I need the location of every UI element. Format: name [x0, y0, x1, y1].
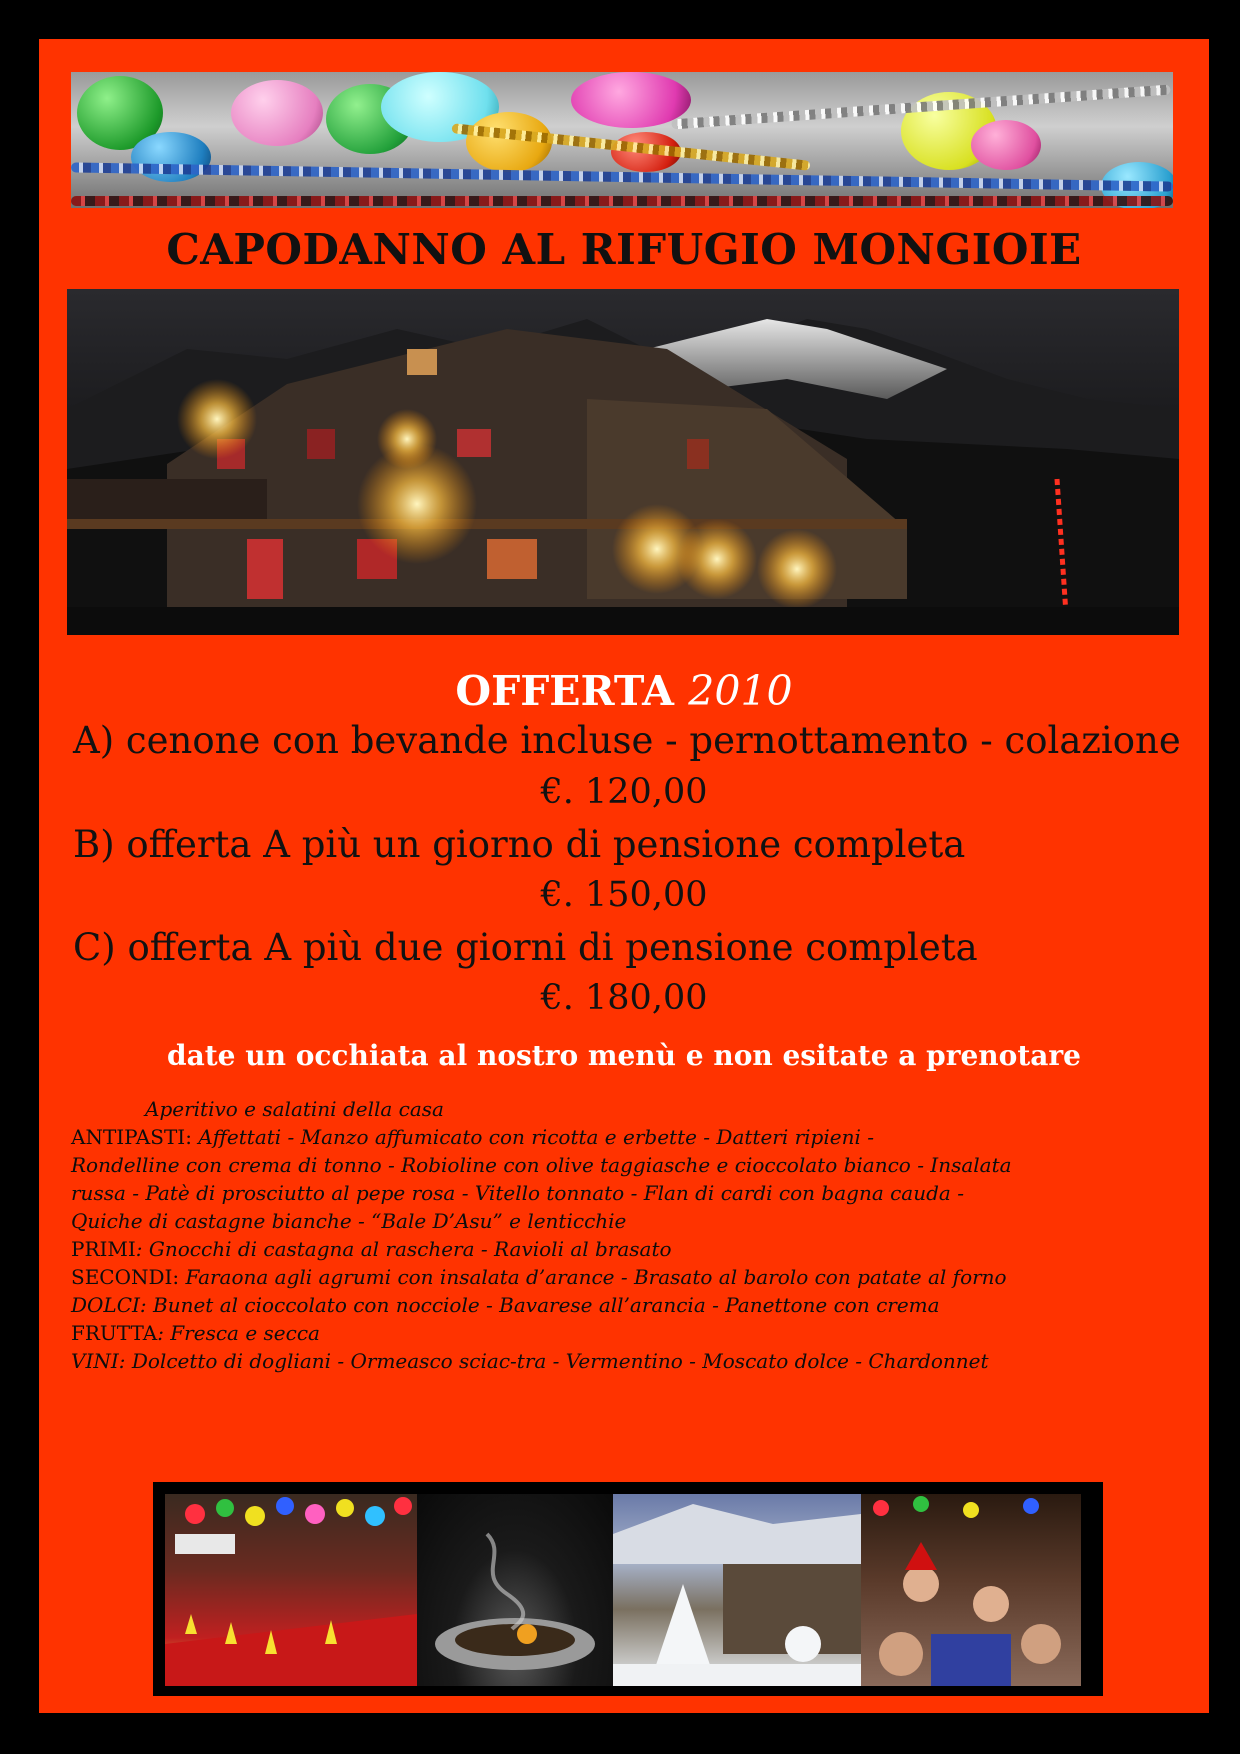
menu-antipasti-line-3: russa - Patè di prosciutto al pepe rosa - Vitello tonnato - Flan di cardi con bagna cauda - — [71, 1181, 964, 1205]
menu-secondi-label: SECONDI: — [71, 1265, 180, 1289]
menu-antipasti-line-1: Affettati - Manzo affumicato con ricotta e erbette - Datteri ripieni - — [198, 1125, 874, 1149]
dish-illustration — [417, 1494, 613, 1686]
poster — [39, 39, 1209, 1713]
snow-sculpture-illustration — [613, 1494, 861, 1686]
menu-antipasti-label: ANTIPASTI: — [71, 1125, 192, 1149]
balloons-banner-photo — [71, 72, 1173, 208]
snow-sculpture-photo — [613, 1494, 861, 1686]
offer-option-c: C) offerta A più due giorni di pensione completa — [73, 926, 978, 969]
party-room-photo — [165, 1494, 417, 1686]
menu-primi-label: PRIMI — [71, 1237, 136, 1261]
menu-antipasti — [71, 1123, 1181, 1151]
menu-dolci: DOLCI: Bunet al cioccolato con nocciole - Bavarese all’arancia - Panettone con crema — [71, 1293, 940, 1317]
menu-frutta-items: : Fresca e secca — [157, 1321, 320, 1345]
offer-year: 2010 — [688, 667, 793, 715]
menu-secondi — [71, 1263, 1181, 1291]
offer-price-b: €. 150,00 — [540, 875, 708, 915]
menu-secondi-items: Faraona agli agrumi con insalata d’arance - Brasato al barolo con patate al forno — [185, 1265, 1007, 1289]
menu-primi-items: : Gnocchi di castagna al raschera - Ravioli al brasato — [135, 1237, 672, 1261]
menu-list — [71, 1095, 1181, 1375]
menu-antipasti-line-4: Quiche di castagne bianche - “Bale D’Asu” e lenticchie — [71, 1209, 627, 1233]
menu-frutta — [71, 1319, 1181, 1347]
offer-heading — [39, 667, 1209, 715]
menu-aperitivo: Aperitivo e salatini della casa — [145, 1097, 444, 1121]
menu-frutta-label: FRUTTA — [71, 1321, 158, 1345]
menu-vini: VINI: Dolcetto di dogliani - Ormeasco sciac-tra - Vermentino - Moscato dolce - Chardonnet — [71, 1349, 989, 1373]
rifugio-night-photo — [67, 289, 1179, 635]
offer-heading-label: OFFERTA — [455, 667, 674, 715]
party-guests-illustration — [861, 1494, 1081, 1686]
photo-strip — [153, 1482, 1103, 1696]
offer-option-a: A) cenone con bevande incluse - pernottamento - colazione — [73, 719, 1181, 762]
menu-antipasti-line-2: Rondelline con crema di tonno - Robioline con olive taggiasche e cioccolato bianco - Insalata — [71, 1153, 1012, 1177]
party-guests-photo — [861, 1494, 1081, 1686]
rifugio-illustration — [67, 289, 1179, 635]
party-room-illustration — [165, 1494, 417, 1686]
offer-price-a: €. 120,00 — [540, 772, 708, 812]
menu-primi — [71, 1235, 1181, 1263]
poster-title: CAPODANNO AL RIFUGIO MONGIOIE — [166, 225, 1082, 274]
invite-text: date un occhiata al nostro menù e non esitate a prenotare — [167, 1039, 1081, 1072]
dish-photo — [417, 1494, 613, 1686]
offer-option-b: B) offerta A più un giorno di pensione completa — [73, 823, 966, 866]
offer-price-c: €. 180,00 — [540, 978, 708, 1018]
